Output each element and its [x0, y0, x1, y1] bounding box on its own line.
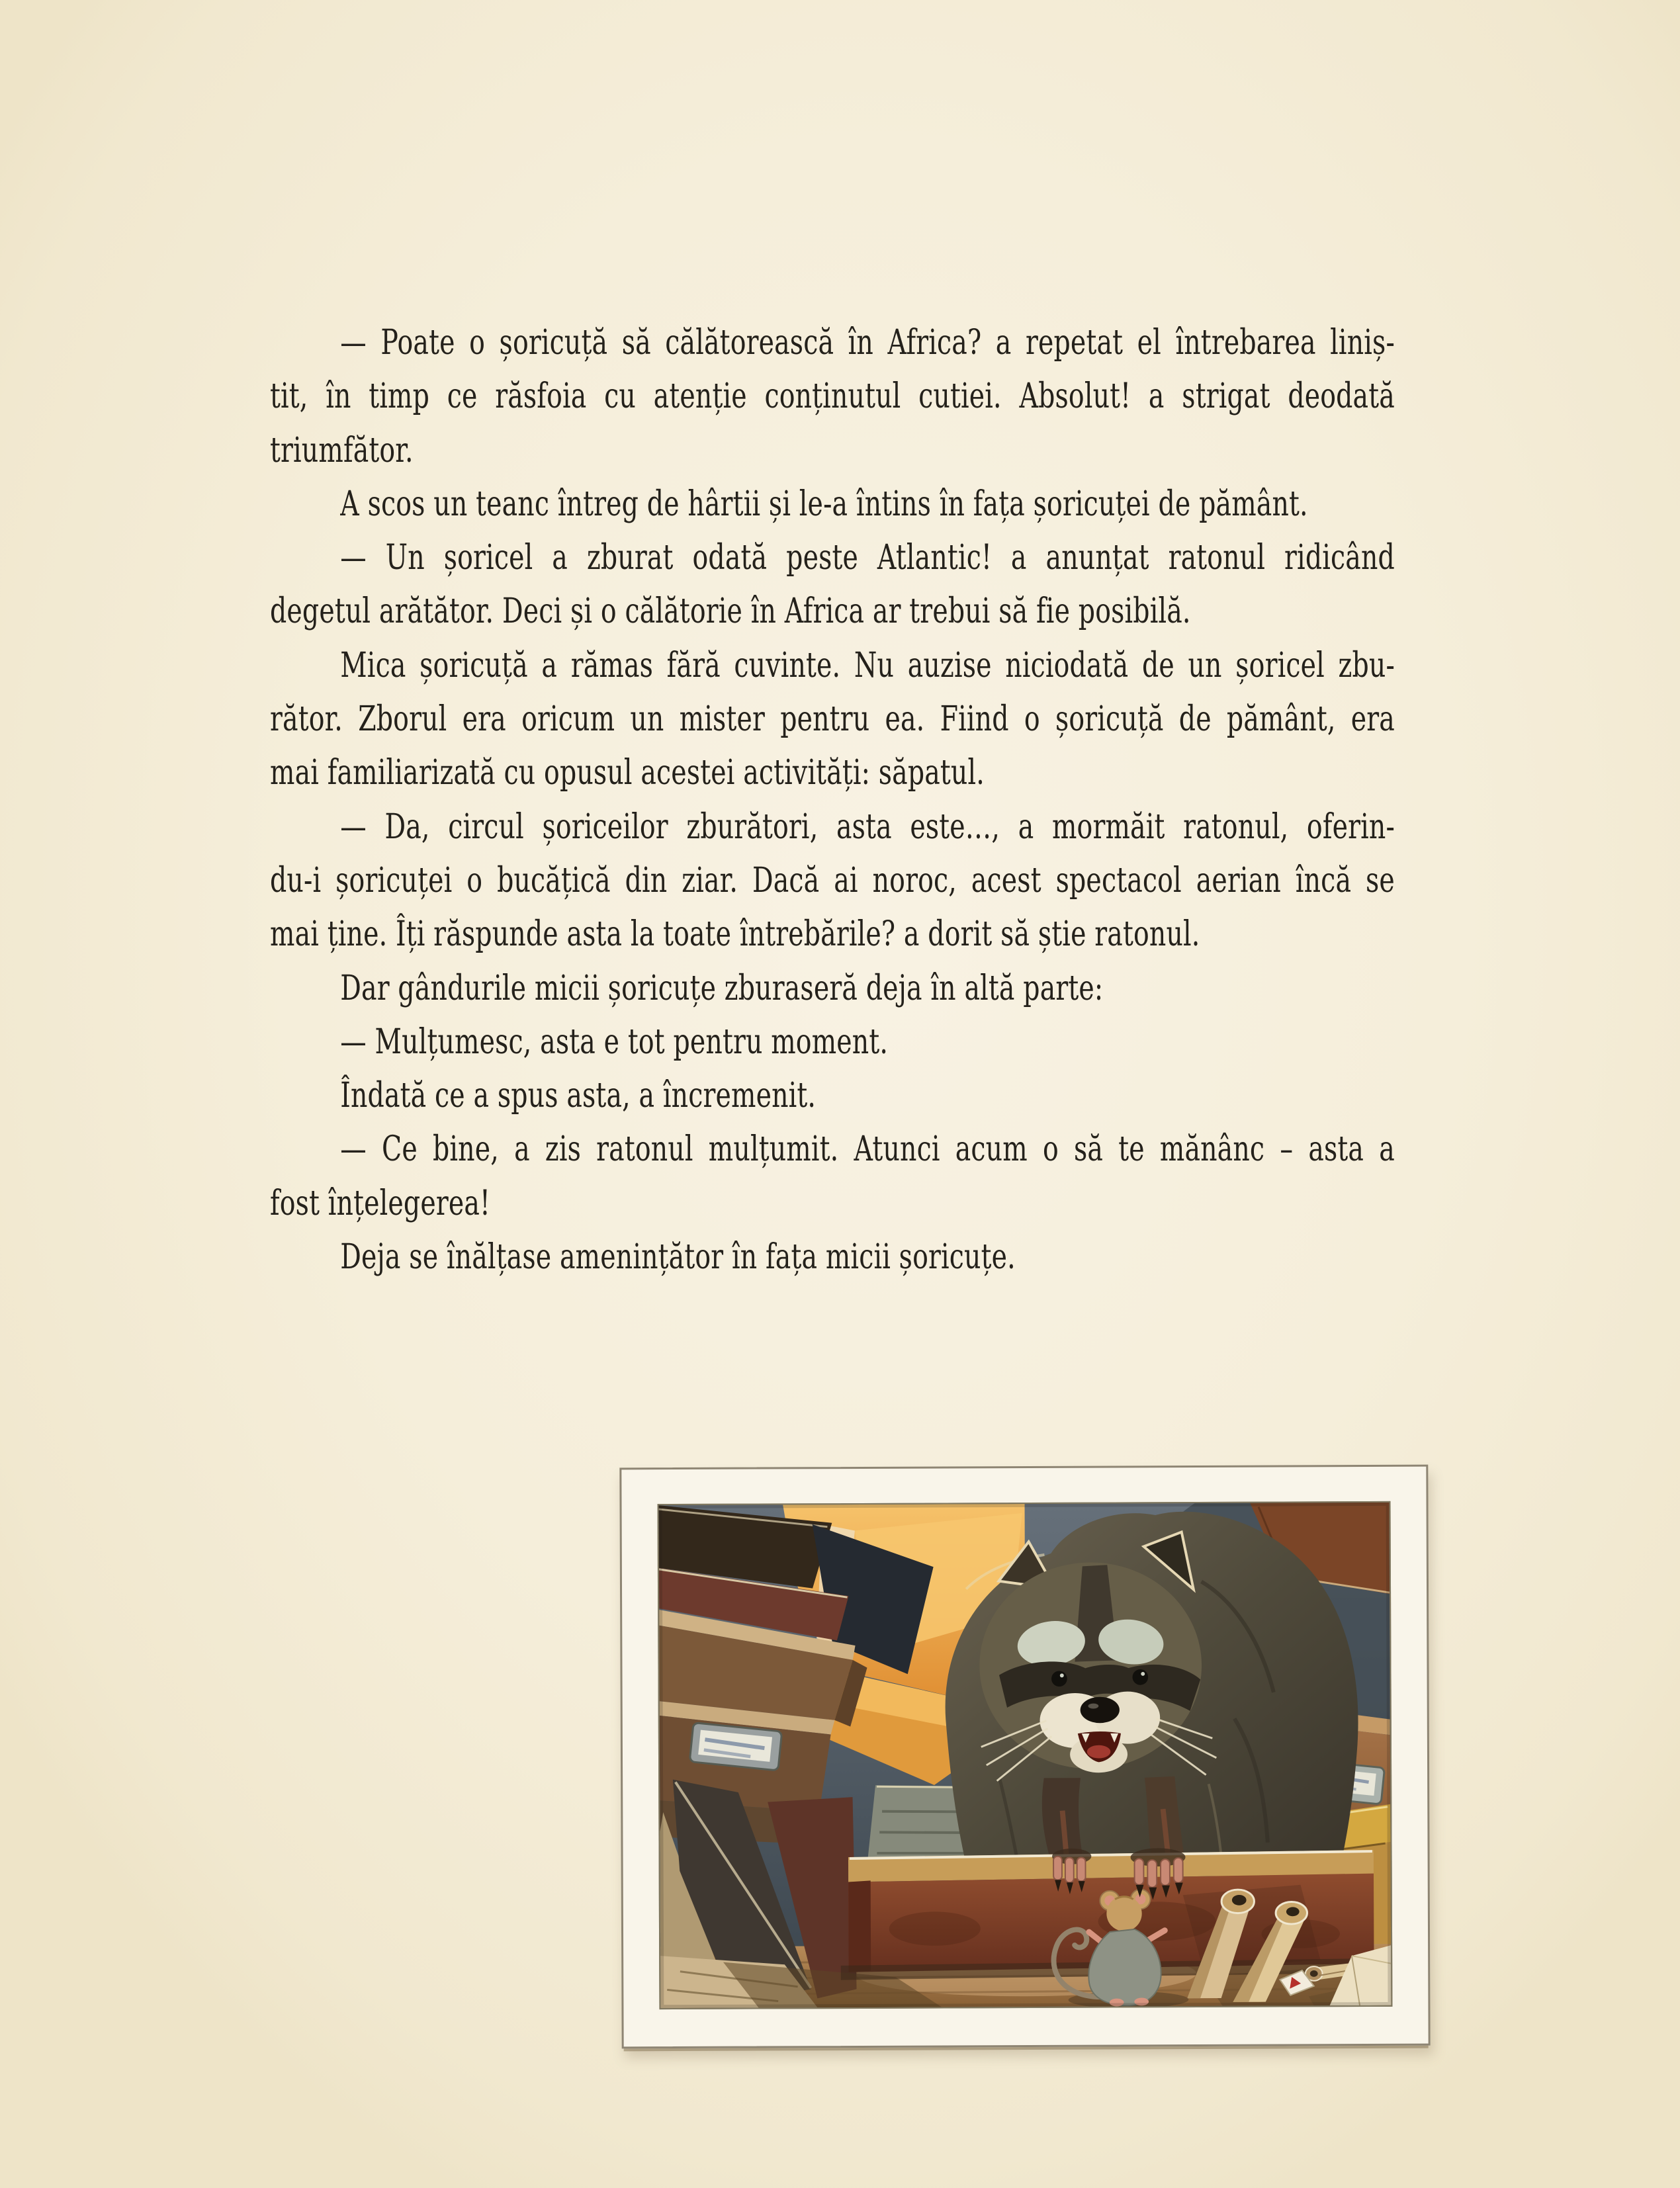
photo-frame [619, 1465, 1430, 2049]
text-line: rător. Zborul era oricum un mister pentru ea. Fiind o șoricuță de pământ, era [270, 699, 1395, 740]
label-holder-left [689, 1723, 782, 1771]
text-line: — Ce bine, a zis ratonul mulțumit. Atunci acum o să te mănânc – asta a [340, 1129, 1395, 1170]
text-line: Dar gândurile micii șoricuțe zburaseră deja în altă parte: [340, 968, 1104, 1008]
text-line: Mica șoricuță a rămas fără cuvinte. Nu auzise niciodată de un șoricel zbu- [340, 645, 1395, 685]
text-line: Îndată ce a spus asta, a încremenit. [340, 1076, 817, 1116]
text-line: degetul arătător. Deci și o călătorie în Africa ar trebui să fie posibilă. [270, 591, 1191, 632]
text-line: tit, în timp ce răsfoia cu atenție conținutul cutiei. Absolut! a strigat deodată [270, 376, 1395, 417]
page-text [270, 316, 1395, 1284]
text-line: triumfător. [270, 430, 414, 470]
text-line: mai ține. Îți răspunde asta la toate întrebările? a dorit să știe ratonul. [270, 914, 1200, 955]
text-line: mai familiarizată cu opusul acestei activități: săpatul. [270, 753, 985, 793]
text-block-inner [270, 316, 1395, 1284]
painting [658, 1501, 1393, 2009]
text-line: — Poate o șoricuță să călătorească în Africa? a repetat el întrebarea liniș- [340, 323, 1395, 363]
text-line: A scos un teanc întreg de hârtii și le-a întins în fața șoricuței de pământ. [340, 484, 1308, 524]
text-line: — Da, circul șoriceilor zburători, asta este…, a mormăit ratonul, oferin- [340, 807, 1395, 847]
text-line: du-i șoricuței o bucățică din ziar. Dacă ai noroc, acest spectacol aerian încă se [270, 860, 1395, 900]
mouse-head [1106, 1896, 1142, 1932]
text-line: — Mulțumesc, asta e tot pentru moment. [340, 1022, 889, 1062]
text-line: fost înțelegerea! [270, 1183, 491, 1223]
text-line: — Un șoricel a zburat odată peste Atlantic! a anunțat ratonul ridicând [340, 538, 1395, 578]
text-line: Deja se înălțase amenințător în fața micii șoricuțe. [340, 1237, 1016, 1278]
raccoon-nose [1081, 1697, 1120, 1724]
raccoon-illustration [659, 1503, 1392, 2008]
